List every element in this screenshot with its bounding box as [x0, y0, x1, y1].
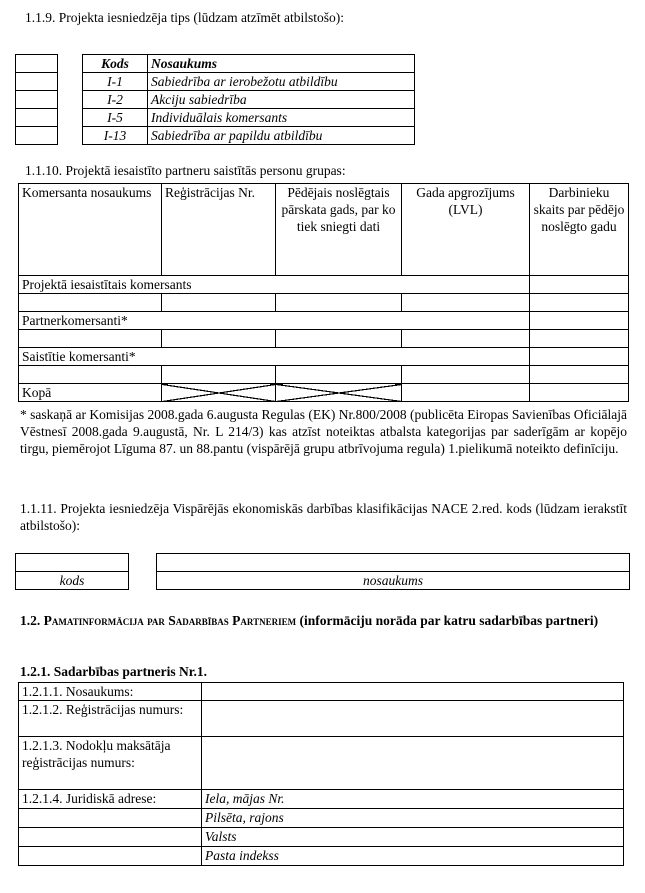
address-city-input[interactable]: Pilsēta, rajons	[202, 809, 624, 828]
related-persons-table	[18, 183, 629, 402]
table-cell[interactable]	[530, 312, 629, 330]
nace-name-input[interactable]	[157, 554, 630, 572]
section-number: 1.2.	[20, 613, 41, 628]
table-row	[83, 91, 415, 109]
table-cell[interactable]	[162, 366, 276, 384]
type-name: Sabiedrība ar ierobežotu atbildību	[148, 73, 415, 91]
field-tax-input[interactable]	[202, 737, 624, 790]
table-cell	[19, 828, 202, 847]
col-name-header: Nosaukums	[148, 55, 415, 73]
table-cell[interactable]	[530, 384, 629, 402]
table-cell[interactable]	[530, 276, 629, 294]
section-note: (informāciju norāda par katru sadarbības partneri)	[296, 613, 599, 628]
section-1-2-1-heading: 1.2.1. Sadarbības partneris Nr.1.	[20, 664, 208, 679]
nace-name-table	[156, 553, 630, 590]
address-postal-input[interactable]: Pasta indekss	[202, 847, 624, 866]
type-code: I-2	[83, 91, 148, 109]
field-address-label: 1.2.1.4. Juridiskā adrese:	[19, 790, 202, 809]
type-checkbox[interactable]	[16, 127, 58, 145]
section-1-1-10-heading: 1.1.10. Projektā iesaistīto partneru saistītās personu grupas:	[25, 163, 346, 178]
table-cell[interactable]	[276, 366, 402, 384]
header-employees: Darbinieku skaits par pēdējo noslēgto gadu	[530, 184, 629, 276]
table-cell[interactable]	[19, 294, 162, 312]
type-name: Individuālais komersants	[148, 109, 415, 127]
table-cell[interactable]	[162, 330, 276, 348]
field-reg-input[interactable]	[202, 701, 624, 737]
table-cell[interactable]	[402, 294, 530, 312]
header-turnover: Gada apgrozījums (LVL)	[402, 184, 530, 276]
table-row	[83, 127, 415, 145]
section-1-1-9-heading: 1.1.9. Projekta iesniedzēja tips (lūdzam atzīmēt atbilstošo):	[25, 10, 345, 25]
section-title: Pamatinformācija par Sadarbības Partneriem	[43, 613, 297, 628]
table-cell[interactable]	[276, 330, 402, 348]
table-cell[interactable]	[19, 330, 162, 348]
checkbox-column	[15, 54, 58, 145]
group-partners: Partnerkomersanti*	[19, 312, 530, 330]
header-reg-no: Reģistrācijas Nr.	[162, 184, 276, 276]
field-name-label: 1.2.1.1. Nosaukums:	[19, 683, 202, 701]
table-cell[interactable]	[162, 294, 276, 312]
crossed-cell	[162, 384, 276, 402]
table-cell[interactable]	[530, 348, 629, 366]
table-cell[interactable]	[530, 366, 629, 384]
type-name: Akciju sabiedrība	[148, 91, 415, 109]
type-checkbox[interactable]	[16, 91, 58, 109]
company-type-table	[82, 54, 415, 145]
address-street-input[interactable]: Iela, mājas Nr.	[202, 790, 624, 809]
table-cell[interactable]	[530, 294, 629, 312]
type-checkbox[interactable]	[16, 55, 58, 73]
type-code: I-1	[83, 73, 148, 91]
section-1-2-heading	[20, 612, 627, 629]
col-code-header: Kods	[83, 55, 148, 73]
header-report-year: Pēdējais noslēgtais pārskata gads, par ko tiek sniegti dati	[276, 184, 402, 276]
field-reg-label: 1.2.1.2. Reģistrācijas numurs:	[19, 701, 202, 737]
nace-code-input[interactable]	[16, 554, 129, 572]
total-label: Kopā	[19, 384, 162, 402]
footnote: * saskaņā ar Komisijas 2008.gada 6.augusta Regulas (EK) Nr.800/2008 (publicēta Eiropas Savienības Oficiālajā Vēstnesī 2008.gada 9.augustā, Nr. L 214/3) kas atzīst noteiktas atbalsta kategorijas par saderīgām ar kopējo tirgu, piemērojot Līguma 87. un 88.pantu (vispārējā grupu atbrīvojuma regula) 1.pielikumā noteikto definīciju.	[20, 407, 627, 456]
table-cell	[19, 847, 202, 866]
address-country-input[interactable]: Valsts	[202, 828, 624, 847]
partner-info-table	[18, 682, 624, 866]
nace-code-label: kods	[16, 572, 129, 590]
nace-code-table	[15, 553, 129, 590]
nace-name-label: nosaukums	[157, 572, 630, 590]
table-cell[interactable]	[402, 384, 530, 402]
table-cell[interactable]	[402, 330, 530, 348]
field-tax-label: 1.2.1.3. Nodokļu maksātāja reģistrācijas numurs:	[19, 737, 202, 790]
group-related: Saistītie komersanti*	[19, 348, 530, 366]
crossed-cell	[276, 384, 402, 402]
table-cell[interactable]	[276, 294, 402, 312]
type-code: I-13	[83, 127, 148, 145]
table-cell	[19, 809, 202, 828]
header-company-name: Komersanta nosaukums	[19, 184, 162, 276]
section-1-1-11-heading: 1.1.11. Projekta iesniedzēja Vispārējās ekonomiskās darbības klasifikācijas NACE 2.red. kods (lūdzam ierakstīt atbilstošo):	[20, 501, 627, 533]
type-checkbox[interactable]	[16, 109, 58, 127]
table-cell[interactable]	[19, 366, 162, 384]
table-row	[83, 73, 415, 91]
table-cell[interactable]	[530, 330, 629, 348]
table-row	[83, 109, 415, 127]
group-project-company: Projektā iesaistītais komersants	[19, 276, 530, 294]
field-name-input[interactable]	[202, 683, 624, 701]
table-cell[interactable]	[402, 366, 530, 384]
type-checkbox[interactable]	[16, 73, 58, 91]
type-code: I-5	[83, 109, 148, 127]
type-name: Sabiedrība ar papildu atbildību	[148, 127, 415, 145]
